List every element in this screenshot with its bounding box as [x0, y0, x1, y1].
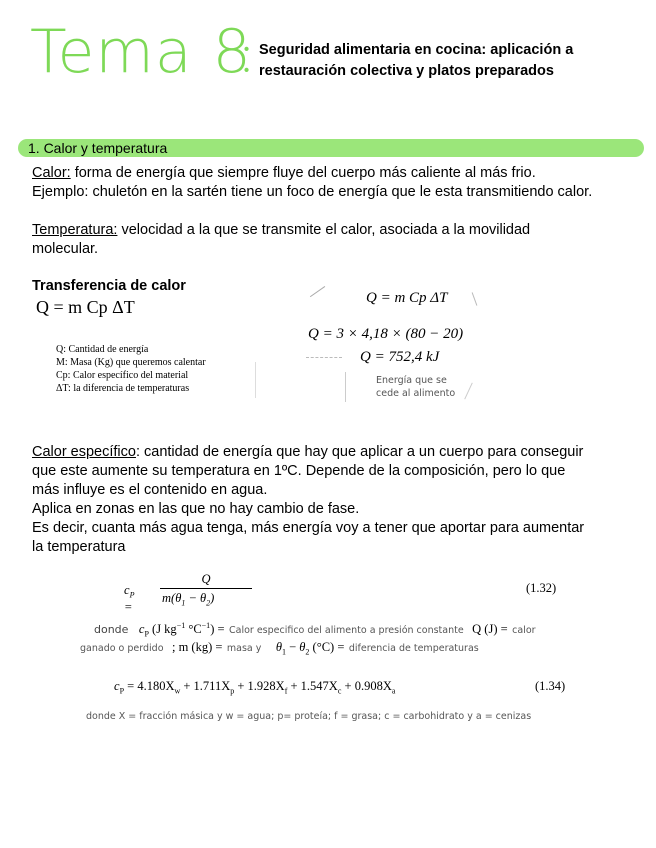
eq-text: calor — [512, 625, 536, 636]
temperatura-definition: velocidad a la que se transmite el calor, asociada a la movilidad — [117, 222, 531, 238]
divider — [255, 362, 256, 398]
transferencia-formula: Q = m Cp ΔT — [36, 297, 135, 317]
text-line: la temperatura — [32, 539, 126, 555]
eq-sub: p — [230, 686, 235, 696]
temperatura-paragraph — [32, 221, 646, 259]
eq-text: diferencia de temperaturas — [348, 643, 479, 654]
calc-line-3: Q = 752,4 kJ — [360, 349, 440, 365]
bullet-item: • Seguridad alimentaria en cocina: aplicación a — [244, 40, 573, 61]
equation-explanation: donde $c_P$ (J $kg^{-1}$ $^\circ C^{-1}$) = Calor especifico del alimento a presión constante Q (J) = calor — [94, 620, 536, 639]
calc-note — [376, 374, 455, 400]
calor-example: Ejemplo: chuletón en la sartén tiene un foco de energía que le esta transmitiendo calor. — [32, 184, 593, 200]
eq-text: ganado o perdido — [80, 643, 164, 654]
eq-units: (J kg — [152, 622, 177, 636]
equation-note: donde X = fracción másica y w = agua; p= proteía; f = grasa; c = carbohidrato y a = cenizas — [86, 711, 532, 722]
calc-note-line: Energía que se — [376, 375, 447, 386]
eq-sub: P — [129, 590, 135, 600]
equation-number: (1.32) — [526, 581, 557, 595]
temperatura-term: Temperatura: — [32, 222, 118, 238]
text-line: : cantidad de energía que hay que aplicar a un cuerpo para conseguir — [135, 444, 584, 460]
equation-explanation: ganado o perdido ; m (kg) = masa y $\theta_1 - \theta_2$ (°C) = diferencia de temperaturas — [80, 640, 479, 657]
pen-stroke — [310, 286, 332, 307]
pen-stroke — [345, 372, 346, 402]
eq-units: ; m (kg) = — [171, 640, 223, 654]
eq-numerator: Q — [201, 572, 211, 586]
eq-sub: f — [284, 686, 288, 696]
pen-stroke — [472, 292, 478, 305]
eq-sub: w — [174, 686, 181, 696]
legend-item: Cp: Calor específico del material — [56, 370, 189, 381]
text-line: Es decir, cuanta más agua tenga, más energía voy a tener que aportar para aumentar — [32, 520, 585, 536]
text-line: Aplica en zonas en las que no hay cambio de fase. — [32, 501, 360, 517]
formula-legend — [56, 343, 206, 395]
eq-term: + 1.928X — [237, 679, 285, 693]
donde-word: donde — [94, 623, 129, 636]
calor-definition: forma de energía que siempre fluye del cuerpo más caliente al más frio. — [70, 165, 536, 181]
transferencia-heading: Transferencia de calor — [32, 278, 186, 294]
equation-1-34: $c_P = 4.180X_w + 1.711X_p + 1.928X_f + 1.547X_c + 0.908X_a$ — [114, 679, 396, 696]
eq-text: masa y — [226, 643, 262, 654]
bullet-item: • restauración colectiva y platos preparados — [244, 61, 573, 82]
eq-denominator: − θ — [185, 591, 207, 605]
legend-item: M: Masa (Kg) que queremos calentar — [56, 357, 206, 368]
eq-denominator: m(θ — [162, 591, 182, 605]
eq-term: + 1.711X — [183, 679, 231, 693]
legend-item: ΔT: la diferencia de temperaturas — [56, 383, 190, 394]
eq-symbol: θ — [275, 640, 282, 654]
eq-term: = 4.180X — [127, 679, 175, 693]
eq-symbol: c — [114, 679, 120, 693]
calor-especifico-paragraph — [32, 443, 646, 557]
section-heading: 1. Calor y temperatura — [18, 139, 644, 157]
eq-term: + 0.908X — [344, 679, 392, 693]
eq-sub: a — [391, 686, 396, 696]
calor-term: Calor: — [32, 165, 71, 181]
calc-note-line: cede al alimento — [376, 388, 456, 399]
calor-paragraph — [32, 164, 646, 202]
pen-stroke — [306, 357, 342, 358]
text-line: más influye es el contenido en agua. — [32, 482, 268, 498]
equation-number: (1.34) — [535, 679, 566, 693]
calc-line-1: Q = m Cp ΔT — [366, 290, 448, 306]
calc-line-2: Q = 3 × 4,18 × (80 − 20) — [308, 326, 464, 342]
eq-text: Calor especifico del alimento a presión constante — [228, 625, 464, 636]
legend-item: Q: Cantidad de energía — [56, 344, 149, 355]
temperatura-definition-2: molecular. — [32, 241, 99, 257]
eq-symbol: c — [124, 583, 130, 597]
eq-term: + 1.547X — [290, 679, 338, 693]
eq-sub: c — [337, 686, 342, 696]
pen-stroke — [464, 383, 473, 400]
eq-units: Q (J) = — [472, 622, 508, 636]
calor-especifico-term: Calor específico — [32, 444, 136, 460]
topic-bullets — [244, 40, 573, 82]
text-line: que este aumente su temperatura en 1ºC. Depende de la composición, pero lo que — [32, 463, 566, 479]
eq-units: (°C) = — [312, 640, 345, 654]
topic-title: Tema 8 — [30, 17, 252, 87]
